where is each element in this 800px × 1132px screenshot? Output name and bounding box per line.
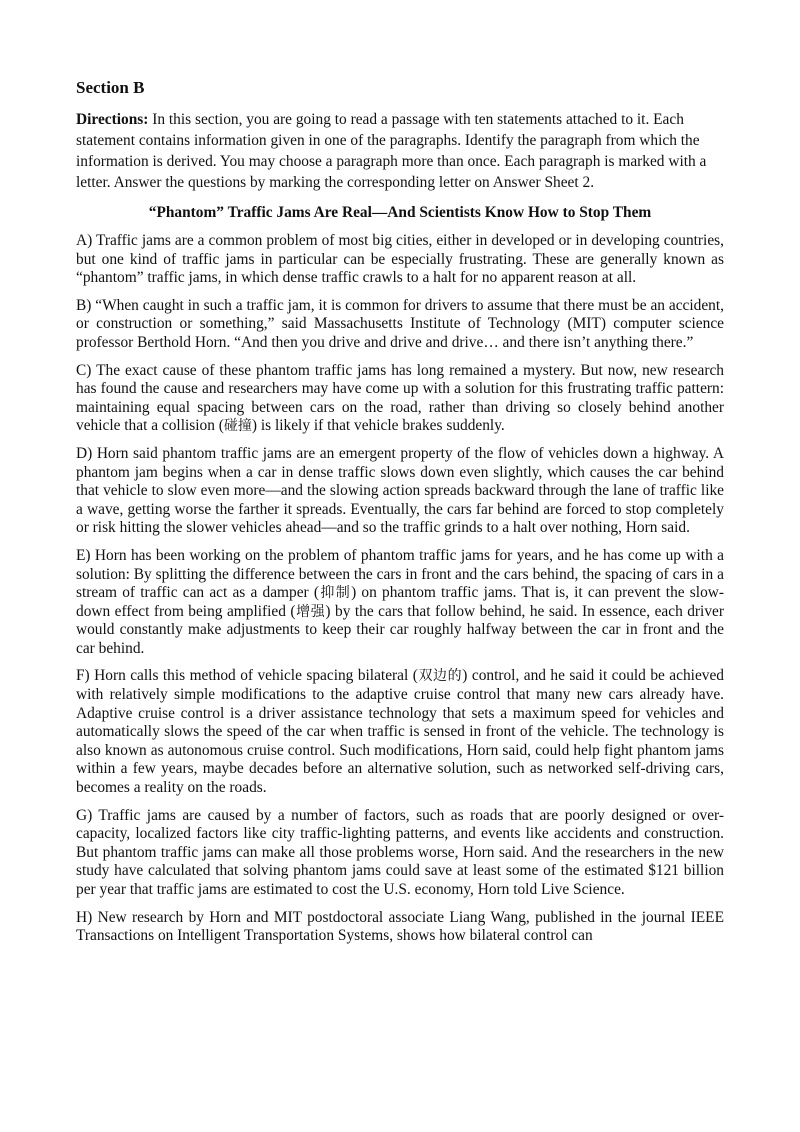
paragraph-b: B) “When caught in such a traffic jam, it is common for drivers to assume that there must be an accident, or construction or something,” said Massachusetts Institute of Technology (MIT) computer science professor Berthold Horn. “And then you drive and drive and drive… and there isn’t anything there.” [76,296,724,351]
gloss-amplified: 增强 [295,603,326,620]
paragraph-c: C) The exact cause of these phantom traffic jams has long remained a mystery. But now, new research has found the cause and researchers may have come up with a solution for this frustrating traffic pattern: maintaining equal spacing between cars on the road, rather than driving so closely behind another vehicle that a collision (碰撞) is likely if that vehicle brakes suddenly. [76,361,724,435]
passage-title: “Phantom” Traffic Jams Are Real—And Scientists Know How to Stop Them [148,204,652,221]
directions-text: In this section, you are going to read a passage with ten statements attached to it. Each statement contains information given in one of the paragraphs. Identify the paragraph from which the information is derived. You may choose a paragraph more than once. Each paragraph is marked with a letter. Answer the questions by marking the corresponding letter on Answer Sheet 2. [76,111,707,191]
exam-page [76,78,724,946]
section-title: Section B [76,78,145,97]
directions [76,109,724,193]
directions-label: Directions: [76,111,149,128]
paragraph-e: E) Horn has been working on the problem of phantom traffic jams for years, and he has come up with a solution: By splitting the difference between the cars in front and the cars behind, the spacing of cars in a stream of traffic can act as a damper (抑制) on phantom traffic jams. That is, it can prevent the slow-down effect from being amplified (增强) by the cars that follow behind, he said. In essence, each driver would constantly make adjustments to keep their car roughly halfway between the car in front and the car behind. [76,546,725,657]
paragraph-a: A) Traffic jams are a common problem of most big cities, either in developed or in developing countries, but one kind of traffic jams in particular can be especially frustrating. These are generally known as “phantom” traffic jams, in which dense traffic crawls to a halt for no apparent reason at all. [76,232,724,287]
gloss-collision: 碰撞 [223,418,252,435]
paragraph-f: F) Horn calls this method of vehicle spacing bilateral (双边的) control, and he said it could be achieved with relatively simple modifications to the adaptive cruise control that many new cars already have. Adaptive cruise control is a driver assistance technology that sets a maximum speed for vehicles and automatically slows the speed of the car when traffic is sensed in front of the vehicle. The technology is also known as autonomous cruise control. Such modifications, Horn said, could help fight phantom jams within a few years, maybe decades before an alternative solution, such as networked self-driving cars, becomes a reality on the roads. [76,667,724,797]
paragraph-g: G) Traffic jams are caused by a number of factors, such as roads that are poorly designed or over-capacity, localized factors like city traffic-lighting patterns, and events like accidents and construction. But phantom traffic jams can make all those problems worse, Horn said. And the researchers in the new study have calculated that solving phantom jams could save at least some of the estimated $121 billion per year that traffic jams are estimated to cost the U.S. economy, Horn told Live Science. [76,806,724,898]
gloss-damper: 抑制 [319,585,352,602]
gloss-bilateral: 双边的 [417,668,463,685]
paragraph-h: H) New research by Horn and MIT postdoctoral associate Liang Wang, published in the journal IEEE Transactions on Intelligent Transportation Systems, shows how bilateral control can [76,908,724,945]
paragraph-d: D) Horn said phantom traffic jams are an emergent property of the flow of vehicles down a highway. A phantom jam begins when a car in dense traffic slows down even slightly, which causes the car behind that vehicle to slow even more—and the slowing action spreads backward through the lane of traffic like a wave, getting worse the farther it spreads. Eventually, the cars far behind are forced to stop completely or risk hitting the slower vehicles ahead—and so the traffic grinds to a halt over nothing, Horn said. [76,444,724,537]
